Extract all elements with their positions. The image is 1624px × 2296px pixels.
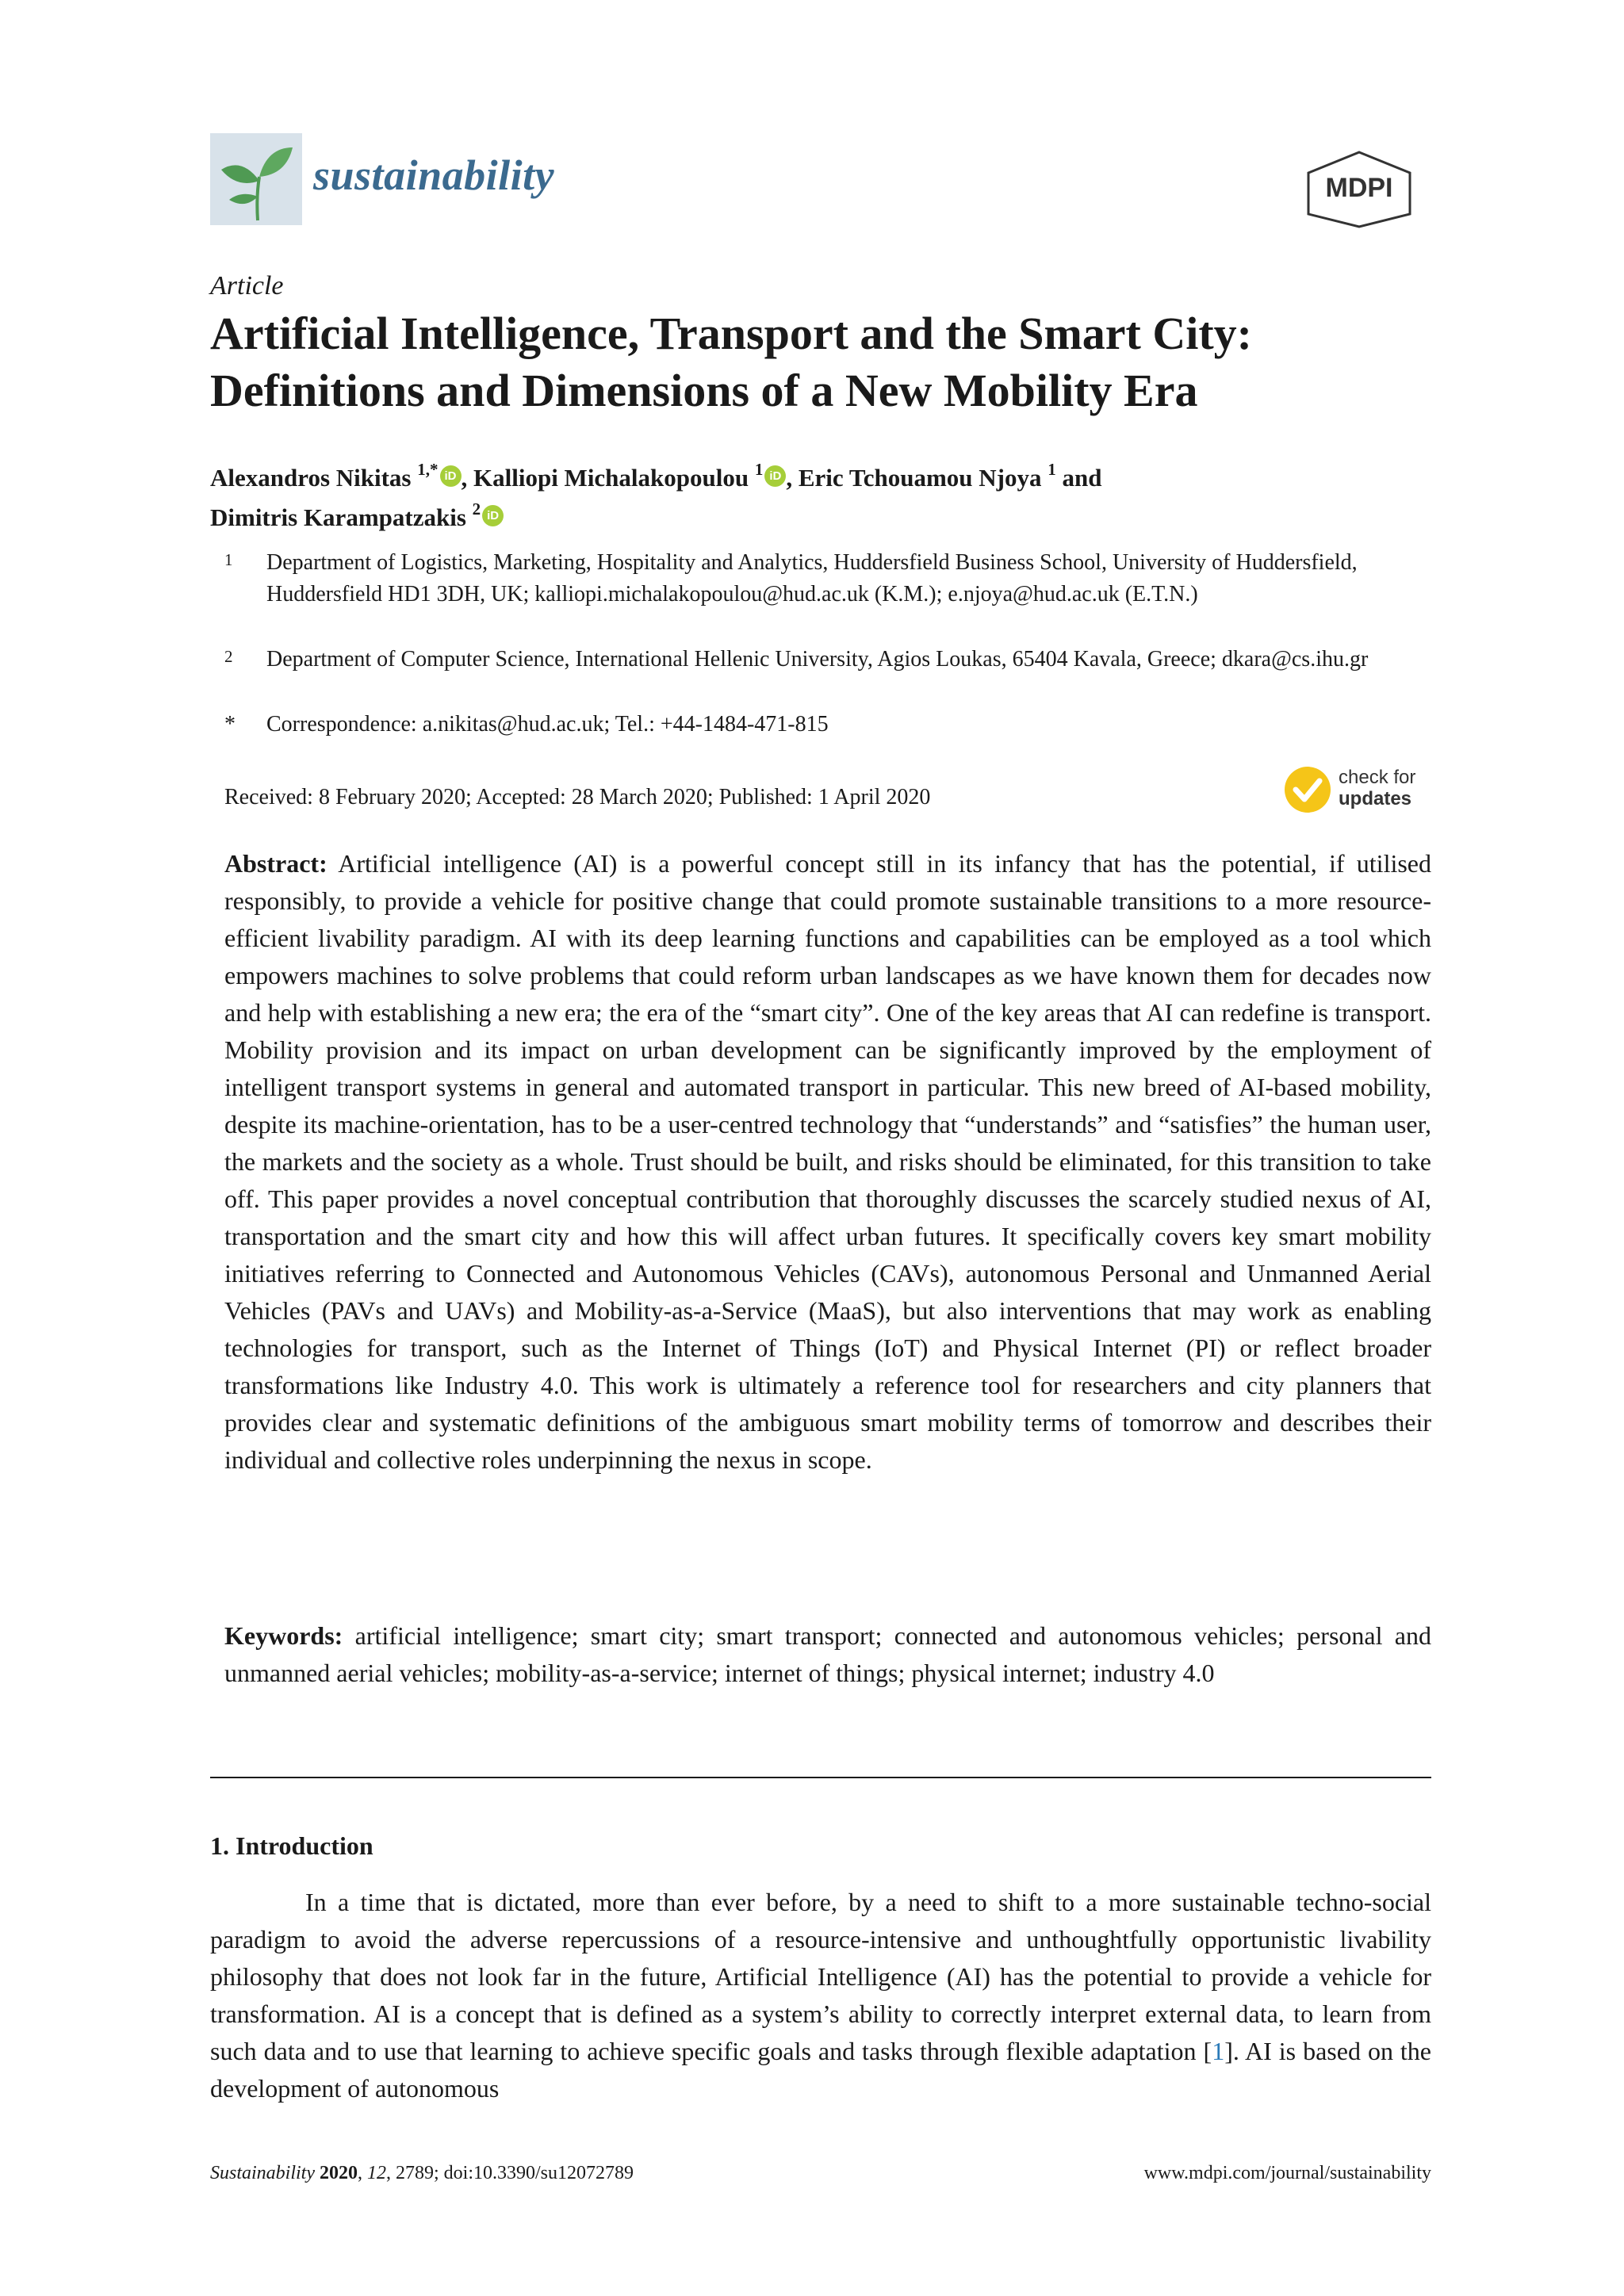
title-line-1: Artificial Intelligence, Transport and the Smart City: bbox=[210, 308, 1252, 359]
publication-dates: Received: 8 February 2020; Accepted: 28 March 2020; Published: 1 April 2020 bbox=[224, 785, 931, 809]
footer-doi: , 2789; doi:10.3390/su12072789 bbox=[386, 2163, 634, 2183]
leaf-icon bbox=[210, 133, 302, 225]
orcid-icon[interactable]: iD bbox=[764, 465, 786, 487]
citation-link[interactable]: 1 bbox=[1212, 2037, 1225, 2065]
intro-text-continued: ]. AI is based on the development of autonomous bbox=[210, 2037, 1432, 2103]
author-affiliation-mark: 1,* bbox=[417, 460, 439, 479]
check-for-label: check for bbox=[1339, 767, 1416, 788]
footer-url[interactable]: www.mdpi.com/journal/sustainability bbox=[1143, 2163, 1431, 2183]
footer-volume: 12 bbox=[367, 2163, 386, 2183]
author-affiliation-mark: 1 bbox=[1048, 460, 1056, 479]
footer-citation: Sustainability 2020, 12, 2789; doi:10.3390/su12072789 bbox=[210, 2163, 634, 2183]
keywords-label: Keywords: bbox=[224, 1621, 343, 1650]
journal-name: sustainability bbox=[313, 151, 555, 199]
intro-paragraph bbox=[210, 1884, 1431, 2107]
correspondence-text: Correspondence: a.nikitas@hud.ac.uk; Tel.: +44-1484-471-815 bbox=[266, 712, 829, 737]
author-affiliation-mark: 1 bbox=[754, 460, 764, 479]
affiliation-mark: 2 bbox=[224, 647, 233, 666]
section-divider bbox=[210, 1777, 1431, 1778]
article-type: Article bbox=[210, 271, 284, 300]
keywords bbox=[224, 1617, 1431, 1692]
affiliation-text: Department of Logistics, Marketing, Hospitality and Analytics, Huddersfield Business School, University of Huddersfield, Huddersfield HD1 3DH, UK; kalliopi.michalakopoulou@hud.ac.uk (K.M.); e.njoya@hud.ac.uk (E.T.N.) bbox=[266, 550, 1358, 607]
footer-journal: Sustainability bbox=[210, 2163, 315, 2183]
author-conjunction: and bbox=[1062, 464, 1102, 492]
affiliation-text: Department of Computer Science, International Hellenic University, Agios Loukas, 65404 Kavala, Greece; dkara@cs.ihu.gr bbox=[266, 647, 1369, 672]
footer-year: 2020 bbox=[320, 2163, 358, 2183]
affiliation-mark: * bbox=[224, 712, 236, 737]
author-name: Kalliopi Michalakopoulou bbox=[473, 464, 749, 492]
orcid-icon[interactable]: iD bbox=[482, 505, 504, 526]
journal-logo bbox=[210, 133, 302, 225]
check-icon bbox=[1283, 765, 1332, 814]
abstract bbox=[224, 845, 1431, 1479]
author-affiliation-mark: 2 bbox=[472, 499, 481, 519]
paper-title bbox=[210, 305, 1431, 419]
check-for-updates-badge[interactable] bbox=[1283, 763, 1427, 817]
abstract-label: Abstract: bbox=[224, 849, 327, 878]
author-name: Eric Tchouamou Njoya bbox=[798, 464, 1042, 492]
section-heading: 1. Introduction bbox=[210, 1831, 373, 1860]
publisher-logo-text: MDPI bbox=[1325, 173, 1393, 203]
updates-label: updates bbox=[1339, 788, 1412, 809]
author-list: Alexandros Nikitas $^{1,*}$ iD , Kalliopi Michalakopoulou $^1$ iD , Eric Tchouamou Njoya $^1$ and Dimitris Karampatzakis $^2$ iD bbox=[210, 460, 1102, 531]
keywords-text: artificial intelligence; smart city; smart transport; connected and autonomous vehicles; personal and unmanned aerial vehicles; mobility-as-a-service; internet of things; physical internet; industry 4.0 bbox=[224, 1621, 1432, 1687]
title-line-2: Definitions and Dimensions of a New Mobility Era bbox=[210, 365, 1198, 416]
author-name: Alexandros Nikitas bbox=[210, 464, 412, 492]
orcid-icon[interactable]: iD bbox=[440, 465, 462, 487]
author-name: Dimitris Karampatzakis bbox=[210, 503, 466, 531]
intro-text: In a time that is dictated, more than ever before, by a need to shift to a more sustainable techno-social paradigm to avoid the adverse repercussions of a resource-intensive and unthoughtfully opportunistic livability philosophy that does not look far in the future, Artificial Intelligence (AI) has the potential to provide a vehicle for transformation. AI is a concept that is defined as a system’s ability to correctly interpret external data, to learn from such data and to use that learning to achieve specific goals and tasks through flexible adaptation [ bbox=[210, 1888, 1431, 2065]
publisher-logo bbox=[1300, 149, 1418, 228]
abstract-text: Artificial intelligence (AI) is a powerful concept still in its infancy that has the potential, if utilised responsibly, to provide a vehicle for positive change that could promote sustainable transitions to a more resource-efficient livability paradigm. AI with its deep learning functions and capabilities can be employed as a tool which empowers machines to solve problems that could reform urban landscapes as we have known them for decades now and help with establishing a new era; the era of the “smart city”. One of the key areas that AI can redefine is transport. Mobility provision and its impact on urban development can be significantly improved by the employment of intelligent transport systems in general and automated transport in particular. This new breed of AI-based mobility, despite its machine-orientation, has to be a user-centred technology that “understands” and “satisfies” the human user, the markets and the society as a whole. Trust should be built, and risks should be eliminated, for this transition to take off. This paper provides a novel conceptual contribution that thoroughly discusses the scarcely studied nexus of AI, transportation and the smart city and how this will affect urban futures. It specifically covers key smart mobility initiatives referring to Connected and Autonomous Vehicles (CAVs), autonomous Personal and Unmanned Aerial Vehicles (PAVs and UAVs) and Mobility-as-a-Service (MaaS), but also interventions that may work as enabling technologies for transport, such as the Internet of Things (IoT) and Physical Internet (PI) or reflect broader transformations like Industry 4.0. This work is ultimately a reference tool for researchers and city planners that provides clear and systematic definitions of the ambiguous smart mobility terms of tomorrow and describes their individual and collective roles underpinning the nexus in scope. bbox=[224, 849, 1432, 1474]
affiliation-mark: 1 bbox=[224, 550, 233, 569]
